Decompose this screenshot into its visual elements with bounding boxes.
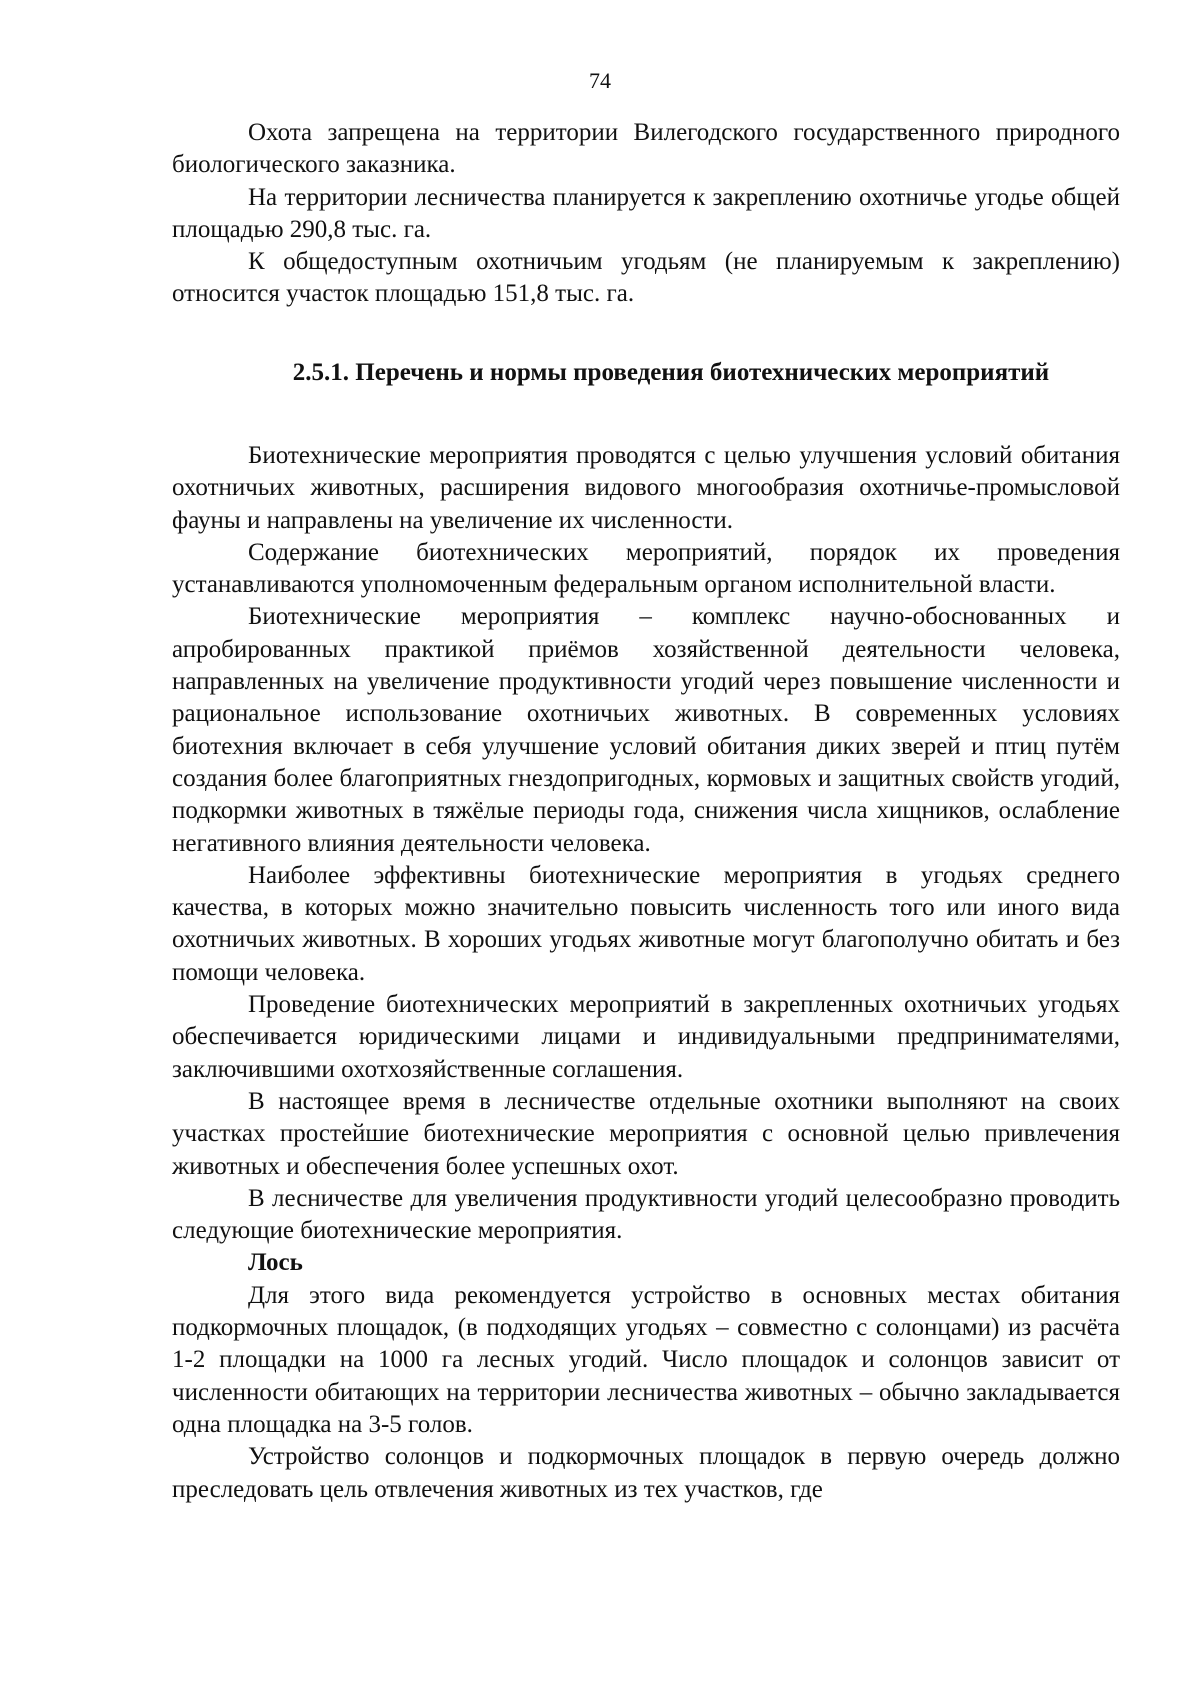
paragraph: В настоящее время в лесничестве отдельные охотники выполняют на своих участках простейшие биотехнические мероприятия с основной целью привлечения животных и обеспечения более успешных охот. bbox=[172, 1087, 1120, 1180]
paragraph: Проведение биотехнических мероприятий в закрепленных охотничьих угодьях обеспечивается юридическими лицами и индивидуальными предпринимателями, заключившими охотхозяйственные соглашения. bbox=[172, 991, 1120, 1083]
paragraph: В лесничестве для увеличения продуктивности угодий целесообразно проводить следующие биотехнические мероприятия. bbox=[172, 1184, 1120, 1245]
paragraph: На территории лесничества планируется к закреплению охотничье угодье общей площадью 290,8 тыс. га. bbox=[172, 183, 1120, 243]
paragraph: Охота запрещена на территории Вилегодского государственного природного биологического заказника. bbox=[172, 119, 1120, 179]
body-text bbox=[172, 440, 1120, 1506]
paragraph: Для этого вида рекомендуется устройство в основных местах обитания подкормочных площадок, (в подходящих угодьях – совместно с солонцами) из расчёта 1-2 площадки на 1000 га лесных угодий. Число площадок и солонцов зависит от численности обитающих на территории лесничества животных – обычно закладывается одна площадка на 3-5 голов. bbox=[172, 1281, 1120, 1438]
paragraph: Устройство солонцов и подкормочных площадок в первую очередь должно преследовать цель отвлечения животных из тех участков, где bbox=[172, 1443, 1120, 1503]
paragraph: Биотехнические мероприятия – комплекс научно-обоснованных и апробированных практикой приёмов хозяйственной деятельности человека, направленных на увеличение продуктивности угодий через повышение численности и рациональное использование охотничьих животных. В современных условиях биотехния включает в себя улучшение условий обитания диких зверей и птиц путём создания более благоприятных гнездопригодных, кормовых и защитных свойств угодий, подкормки животных в тяжёлые периоды года, снижения числа хищников, ослабление негативного влияния деятельности человека. bbox=[172, 603, 1120, 857]
paragraph: К общедоступным охотничьим угодьям (не планируемым к закреплению) относится участок площадью 151,8 тыс. га. bbox=[172, 248, 1120, 308]
page-number: 74 bbox=[589, 68, 611, 93]
paragraph: Наиболее эффективны биотехнические мероприятия в угодьях среднего качества, в которых можно значительно повысить численность того или иного вида охотничьих животных. В хороших угодьях животные могут благополучно обитать и без помощи человека. bbox=[172, 861, 1120, 986]
paragraph: Биотехнические мероприятия проводятся с целью улучшения условий обитания охотничьих животных, расширения видового многообразия охотничье-промысловой фауны и направлены на увеличение их численности. bbox=[172, 442, 1120, 534]
subheading-moose: Лось bbox=[248, 1249, 303, 1277]
paragraph: Содержание биотехнических мероприятий, порядок их проведения устанавливаются уполномоченным федеральным органом исполнительной власти. bbox=[172, 538, 1120, 599]
section-heading: 2.5.1. Перечень и нормы проведения биотехнических мероприятий bbox=[292, 359, 1050, 386]
intro-text bbox=[172, 117, 1120, 311]
